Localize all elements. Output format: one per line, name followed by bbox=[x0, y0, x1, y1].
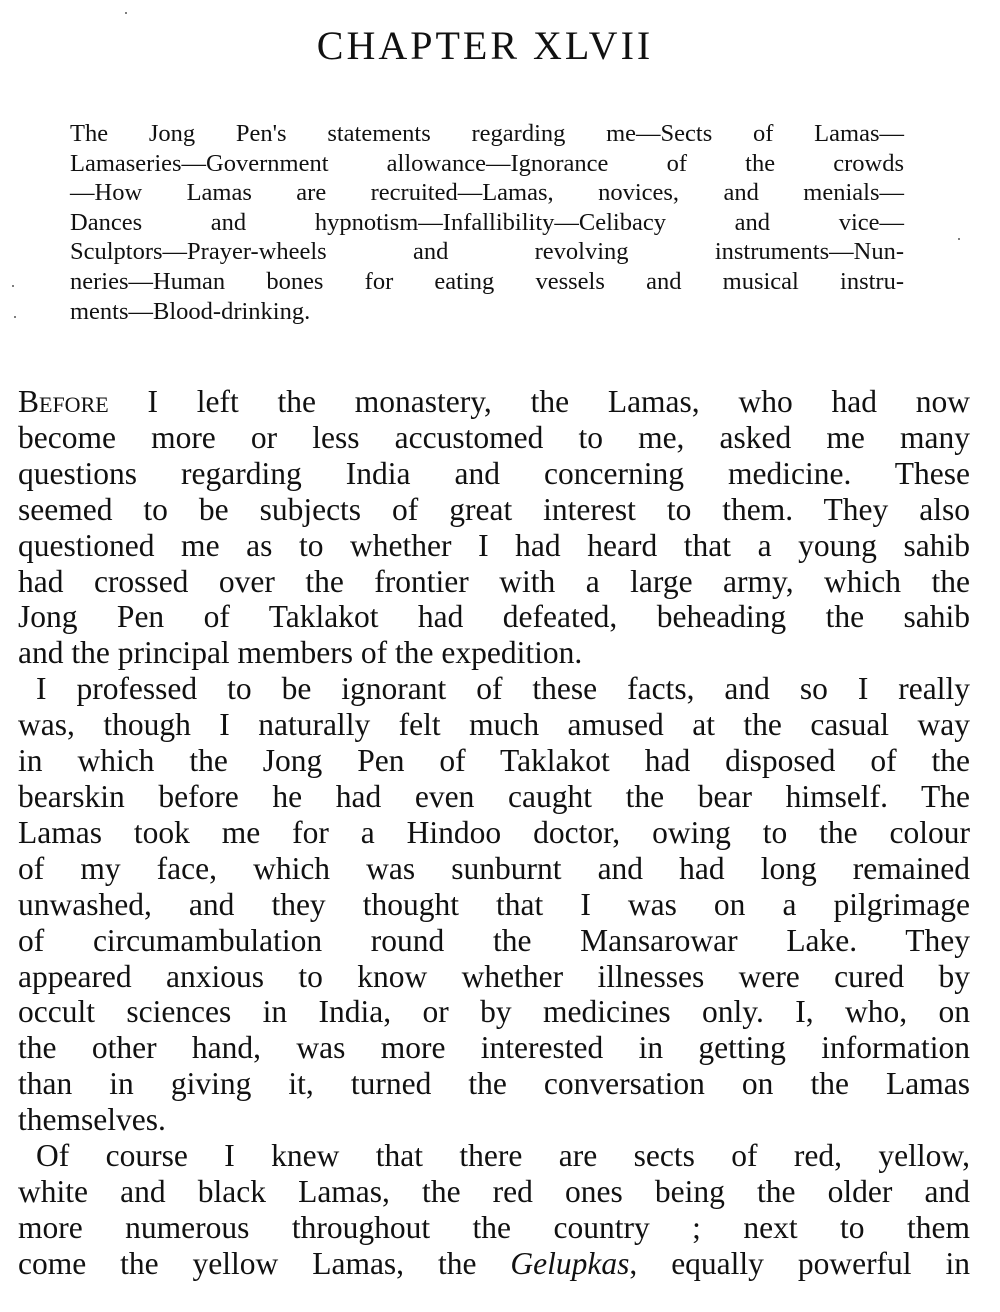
body-line: themselves. bbox=[18, 1102, 166, 1138]
body-line: questioned me as to whether I had heard that a young sahib bbox=[18, 527, 970, 563]
body-line: seemed to be subjects of great interest to them. They also bbox=[18, 491, 970, 527]
italic-term: Gelupkas bbox=[510, 1245, 630, 1281]
synopsis-line: Sculptors—Prayer-wheels and revolving instruments—Nun- bbox=[70, 238, 904, 266]
body-text bbox=[18, 384, 970, 1282]
synopsis-line: ments—Blood-drinking. bbox=[70, 297, 311, 325]
body-line: more numerous throughout the country ; next to them bbox=[18, 1209, 970, 1245]
scan-speck bbox=[12, 285, 14, 287]
body-line: Jong Pen of Taklakot had defeated, beheading the sahib bbox=[18, 599, 970, 635]
body-line: than in giving it, turned the conversation on the Lamas bbox=[18, 1066, 970, 1102]
chapter-title: CHAPTER XLVII bbox=[316, 23, 654, 68]
body-line: was, though I naturally felt much amused at the casual way bbox=[18, 707, 970, 743]
scan-speck bbox=[125, 12, 127, 14]
synopsis-line: Lamaseries—Government allowance—Ignorance of the crowds bbox=[70, 149, 904, 177]
synopsis-line: The Jong Pen's statements regarding me—Sects of Lamas— bbox=[70, 120, 904, 147]
synopsis-line: Dances and hypnotism—Infallibility—Celibacy and vice— bbox=[70, 208, 904, 236]
opening-line-rest: I left the monastery, the Lamas, who had now bbox=[108, 384, 970, 419]
scan-speck bbox=[14, 316, 16, 318]
body-line: white and black Lamas, the red ones being the older and bbox=[18, 1173, 970, 1209]
body-line: the other hand, was more interested in getting information bbox=[18, 1030, 970, 1066]
body-line: and the principal members of the expedition. bbox=[18, 635, 583, 671]
body-line: unwashed, and they thought that I was on a pilgrimage bbox=[18, 886, 970, 922]
body-line: I professed to be ignorant of these facts, and so I really bbox=[36, 671, 970, 707]
synopsis-line: —How Lamas are recruited—Lamas, novices, and menials— bbox=[70, 179, 904, 207]
body-line-segment: come the yellow Lamas, the bbox=[18, 1245, 511, 1281]
body-line: had crossed over the frontier with a large army, which the bbox=[18, 563, 970, 599]
body-line: bearskin before he had even caught the bear himself. The bbox=[18, 778, 970, 814]
body-line bbox=[18, 1246, 970, 1282]
body-line: of circumambulation round the Mansarowar Lake. They bbox=[18, 922, 970, 958]
body-line: questions regarding India and concerning medicine. These bbox=[18, 455, 970, 491]
body-line: Lamas took me for a Hindoo doctor, owing to the colour bbox=[18, 814, 970, 850]
body-line: Of course I knew that there are sects of red, yellow, bbox=[36, 1138, 970, 1174]
body-line: occult sciences in India, or by medicines only. I, who, on bbox=[18, 994, 970, 1030]
scan-speck bbox=[958, 238, 960, 240]
body-line: in which the Jong Pen of Taklakot had disposed of the bbox=[18, 743, 970, 779]
opening-word: Before bbox=[18, 384, 109, 419]
body-line: appeared anxious to know whether illnesses were cured by bbox=[18, 958, 970, 994]
body-line bbox=[18, 384, 970, 420]
synopsis-line: neries—Human bones for eating vessels and musical instru- bbox=[70, 267, 904, 295]
chapter-synopsis bbox=[70, 119, 904, 326]
body-line: become more or less accustomed to me, asked me many bbox=[18, 419, 970, 455]
body-line: of my face, which was sunburnt and had long remained bbox=[18, 850, 970, 886]
body-line-segment: , equally powerful in bbox=[629, 1245, 970, 1281]
